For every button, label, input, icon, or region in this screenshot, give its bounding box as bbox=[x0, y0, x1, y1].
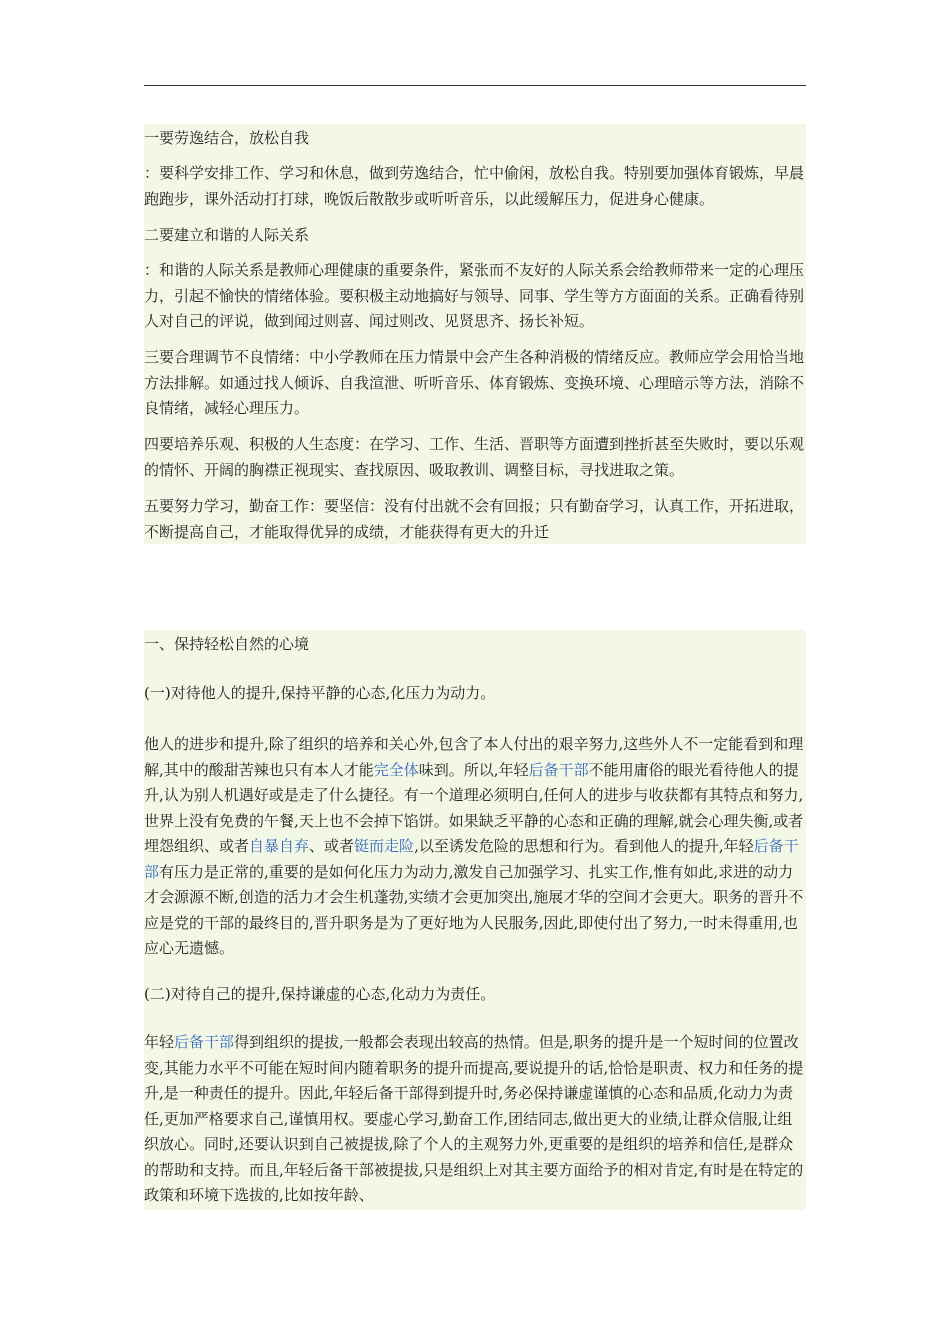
heading-own-promotion: (二)对待自己的提升,保持谦虚的心态,化动力为责任。 bbox=[144, 985, 496, 1003]
heading-rest-balance: 一要劳逸结合，放松自我 bbox=[144, 129, 310, 147]
link-houbei-ganbu-3[interactable]: 后备干部 bbox=[174, 1033, 235, 1051]
link-zibao-ziqi[interactable]: 自暴自弃 bbox=[249, 837, 310, 855]
heading-relationships: 二要建立和谐的人际关系 bbox=[144, 226, 310, 244]
heading-others-promotion: (一)对待他人的提升,保持平静的心态,化压力为动力。 bbox=[144, 684, 496, 702]
paragraph-relationships: ：和谐的人际关系是教师心理健康的重要条件，紧张而不友好的人际关系会给教师带来一定的心理压力，引起不愉快的情绪体验。要积极主动地搞好与领导、同事、学生等方方面面的关系。正确看待别人对自己的评说，做到闻过则喜、闻过则改、见贤思齐、扬长补短。 bbox=[144, 261, 805, 330]
paragraph-others-promotion: 他人的进步和提升,除了组织的培养和关心外,包含了本人付出的艰辛努力,这些外人不一定能看到和理解,其中的酸甜苦辣也只有本人才能完全体味到。所以,年轻后备干部不能用庸俗的眼光看待他人的提升,认为别人机遇好或是走了什么捷径。有一个道理必须明白,任何人的进步与收获都有其特点和努力,世界上没有免费的午餐,天上也不会掉下馅饼。如果缺乏平静的心态和正确的理解,就会心理失衡,或者埋怨组织、或者自暴自弃、或者铤而走险,以至诱发危险的思想和行为。看到他人的提升,年轻后备干部有压力是正常的,重要的是如何化压力为动力,激发自己加强学习、扎实工作,惟有如此,求进的动力才会源源不断,创造的活力才会生机蓬勃,实绩才会更加突出,施展才华的空间才会更大。职务的晋升不应是党的干部的最终目的,晋升职务是为了更好地为人民服务,因此,即使付出了努力,一时未得重用,也应心无遗憾。 bbox=[144, 735, 804, 957]
section-mindset bbox=[144, 630, 806, 1210]
section-stress-tips bbox=[144, 124, 806, 544]
paragraph-own-promotion: 年轻后备干部得到组织的提拔,一般都会表现出较高的热情。但是,职务的提升是一个短时间的位置改变,其能力水平不可能在短时间内随着职务的提升而提高,要说提升的话,恰恰是职责、权力和任务的提升,是一种责任的提升。因此,年轻后备干部得到提升时,务必保持谦虚谨慎的心态和品质,化动力为责任,更加严格要求自己,谨慎用权。要虚心学习,勤奋工作,团结同志,做出更大的业绩,让群众信服,让组织放心。同时,还要认识到自己被提拔,除了个人的主观努力外,更重要的是组织的培养和信任,是群众的帮助和支持。而且,年轻后备干部被提拔,只是组织上对其主要方面给予的相对肯定,有时是在特定的政策和环境下选拔的,比如按年龄、 bbox=[144, 1033, 804, 1204]
paragraph-attitude: 四要培养乐观、积极的人生态度：在学习、工作、生活、晋职等方面遭到挫折甚至失败时，要以乐观的情怀、开阔的胸襟正视现实、查找原因、吸取教训、调整目标，寻找进取之策。 bbox=[144, 435, 805, 479]
link-wanquanti[interactable]: 完全体 bbox=[373, 760, 419, 779]
link-tinger-zouxian[interactable]: 铤而走险 bbox=[354, 837, 415, 855]
paragraph-rest-balance: ：要科学安排工作、学习和休息，做到劳逸结合，忙中偷闲，放松自我。特别要加强体育锻炼，早晨跑跑步，课外活动打打球，晚饭后散散步或听听音乐，以此缓解压力，促进身心健康。 bbox=[144, 164, 805, 208]
paragraph-study-work: 五要努力学习，勤奋工作：要坚信：没有付出就不会有回报；只有勤奋学习，认真工作，开拓进取，不断提高自己，才能取得优异的成绩，才能获得有更大的升迁 bbox=[144, 497, 805, 541]
heading-relaxed-mind: 一、保持轻松自然的心境 bbox=[144, 635, 310, 653]
paragraph-emotions: 三要合理调节不良情绪：中小学教师在压力情景中会产生各种消极的情绪反应。教师应学会用恰当地方法排解。如通过找人倾诉、自我渲泄、听听音乐、体育锻炼、变换环境、心理暗示等方法，消除不良情绪，减轻心理压力。 bbox=[144, 348, 805, 417]
link-houbei-ganbu-2[interactable]: 后备干部 bbox=[144, 837, 799, 881]
header-rule bbox=[144, 85, 806, 86]
link-houbei-ganbu[interactable]: 后备干部 bbox=[528, 760, 589, 779]
